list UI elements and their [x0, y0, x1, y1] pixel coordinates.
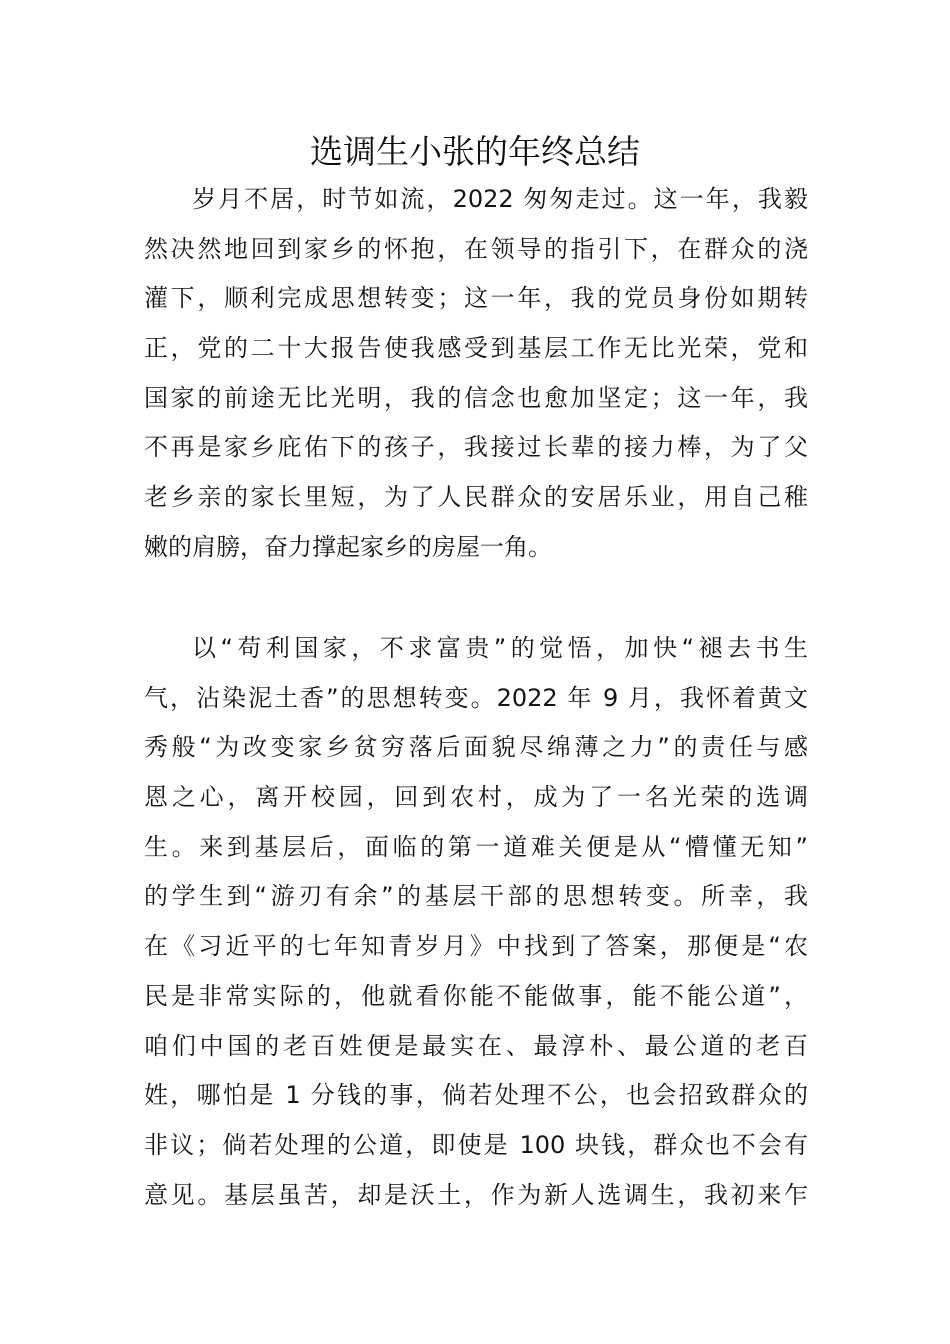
paragraph-line: 岁月不居，时节如流，2022 匆匆走过。这一年，我毅: [192, 185, 808, 213]
paragraph-line: 然决然地回到家乡的怀抱，在领导的指引下，在群众的浇: [144, 234, 808, 263]
paragraph-line: 以“苟利国家，不求富贵”的觉悟，加快“褪去书生: [192, 634, 808, 662]
paragraph-line: 嫩的肩膀，奋力撑起家乡的房屋一角。: [144, 532, 552, 561]
paragraph-line: 秀般“为改变家乡贫穷落后面貌尽绵薄之力”的责任与感: [144, 733, 808, 762]
paragraph-line: 在《习近平的七年知青岁月》中找到了答案，那便是“农: [144, 932, 808, 961]
paragraph-1: [144, 175, 808, 573]
paragraph-line: 咱们中国的老百姓便是最实在、最淳朴、最公道的老百: [144, 1031, 808, 1060]
paragraph-line: 生。来到基层后，面临的第一道难关便是从“懵懂无知”: [144, 832, 808, 861]
paragraph-line: 气，沾染泥土香”的思想转变。2022 年 9 月，我怀着黄文: [144, 683, 808, 712]
paragraph-line: 正，党的二十大报告使我感受到基层工作无比光荣，党和: [144, 334, 808, 363]
paragraph-line: 意见。基层虽苦，却是沃土，作为新人选调生，我初来乍: [144, 1180, 808, 1209]
paragraph-line: 不再是家乡庇佑下的孩子，我接过长辈的接力棒，为了父: [144, 433, 808, 462]
document-title: 选调生小张的年终总结: [310, 132, 640, 171]
paragraph-line: 非议；倘若处理的公道，即使是 100 块钱，群众也不会有: [144, 1130, 808, 1159]
paragraph-2: [144, 624, 808, 1220]
paragraph-line: 国家的前途无比光明，我的信念也愈加坚定；这一年，我: [144, 383, 808, 412]
paragraph-line: 恩之心，离开校园，回到农村，成为了一名光荣的选调: [144, 783, 808, 812]
paragraph-line: 灌下，顺利完成思想转变；这一年，我的党员身份如期转: [144, 284, 808, 313]
paragraph-line: 姓，哪怕是 1 分钱的事，倘若处理不公，也会招致群众的: [144, 1081, 808, 1110]
paragraph-line: 老乡亲的家长里短，为了人民群众的安居乐业，用自己稚: [144, 483, 808, 512]
paragraph-line: 民是非常实际的，他就看你能不能做事，能不能公道”，: [144, 981, 808, 1010]
paragraph-line: 的学生到“游刃有余”的基层干部的思想转变。所幸，我: [144, 882, 808, 911]
